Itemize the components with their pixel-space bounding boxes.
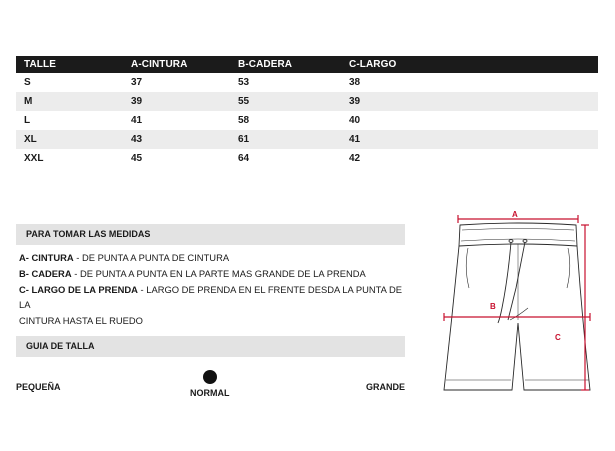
measure-continuation: CINTURA HASTA EL RUEDO [19,315,143,327]
size-cell: L [24,115,31,126]
measure-term: A- CINTURA [19,252,74,263]
size-table [16,56,598,168]
measure-item-largo [19,282,409,314]
table-row [16,73,598,92]
header-largo: C-LARGO [349,56,598,73]
header-cintura: A-CINTURA [117,56,238,73]
value-cell: 38 [349,77,361,88]
value-cell: 39 [349,92,598,111]
guide-section-title: GUIA DE TALLA [16,336,405,357]
table-row [16,130,598,149]
table-row [16,92,598,111]
value-cell: 43 [117,130,238,149]
table-row [16,111,598,130]
measure-item-cadera [19,266,409,282]
header-talle: TALLE [16,56,117,73]
label-a: A [512,210,518,219]
value-cell: 53 [238,77,250,88]
size-cell: XXL [24,153,44,164]
shorts-icon [444,223,590,390]
label-c: C [555,333,561,342]
guide-marker-icon [203,370,217,384]
value-cell: 61 [238,130,349,149]
size-cell: S [24,77,31,88]
size-table-header [16,56,598,73]
measure-item-cintura [19,250,409,266]
measure-desc: - DE PUNTA A PUNTA DE CINTURA [73,252,230,263]
shorts-diagram [438,208,596,408]
guide-label-large: GRANDE [365,382,405,392]
guide-label-small: PEQUEÑA [16,382,61,392]
size-cell: XL [16,130,117,149]
measure-desc: - LARGO DE PRENDA EN EL FRENTE DESDA LA PUNTA DE LA [19,283,403,311]
value-cell: 55 [238,92,349,111]
value-cell: 58 [238,115,250,126]
measure-instructions [19,250,409,329]
value-cell: 41 [349,130,598,149]
size-cell: M [16,92,117,111]
guide-label-normal: NORMAL [190,388,230,398]
value-cell: 37 [131,77,143,88]
label-b: B [490,302,496,311]
value-cell: 42 [349,153,361,164]
value-cell: 40 [349,115,361,126]
measure-term: B- CADERA [19,267,72,279]
value-cell: 39 [117,92,238,111]
value-cell: 45 [131,153,143,164]
measure-section-title: PARA TOMAR LAS MEDIDAS [16,224,405,245]
table-row [16,149,598,168]
measure-lines-icon [444,215,590,390]
value-cell: 64 [238,153,250,164]
size-guide-scale [16,374,405,404]
measure-desc: - DE PUNTA A PUNTA EN LA PARTE MAS GRANDE DE LA PRENDA [71,267,366,279]
header-cadera: B-CADERA [238,56,349,73]
value-cell: 41 [131,115,143,126]
measure-term: C- LARGO DE LA PRENDA [19,283,138,295]
